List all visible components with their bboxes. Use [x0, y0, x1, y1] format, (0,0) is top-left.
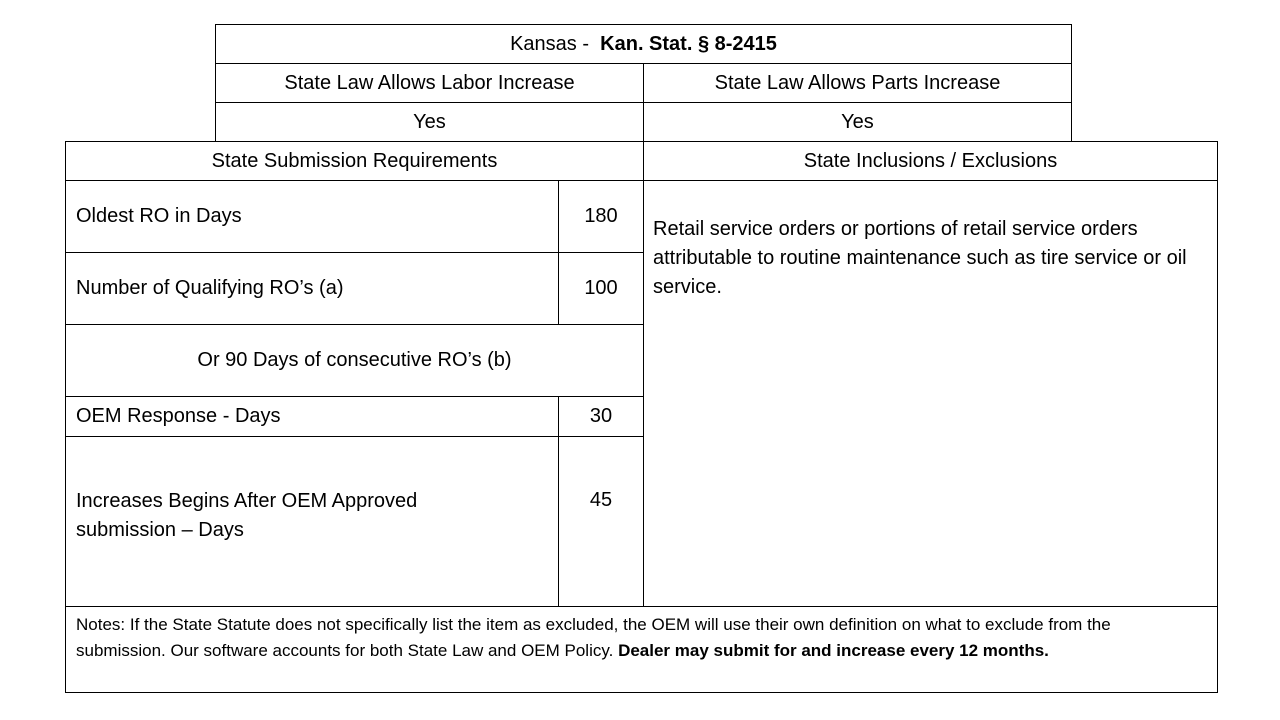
- labor-header-cell: [215, 63, 644, 103]
- oldest-ro-value: 180: [584, 205, 618, 227]
- notes-cell: [65, 606, 1218, 693]
- increase-begins-label-line1: Increases Begins After OEM Approved: [76, 490, 418, 512]
- parts-header-cell: [643, 63, 1072, 103]
- labor-increase-label: State Law Allows Labor Increase: [284, 71, 575, 94]
- qualifying-ro-label: Number of Qualifying RO’s (a): [76, 277, 344, 299]
- title-cell: [215, 24, 1072, 64]
- oldest-ro-label: Oldest RO in Days: [76, 205, 242, 227]
- inclusions-heading: State Inclusions / Exclusions: [803, 149, 1058, 172]
- labor-value-cell: [215, 102, 644, 142]
- oem-response-value: 30: [589, 405, 613, 427]
- parts-increase-label: State Law Allows Parts Increase: [714, 71, 1001, 94]
- oem-response-label: OEM Response - Days: [76, 405, 281, 427]
- statute-citation: Kan. Stat. § 8-2415: [600, 32, 777, 55]
- consecutive-ro-label: Or 90 Days of consecutive RO’s (b): [197, 349, 512, 371]
- oem-response-value-cell: [558, 396, 644, 437]
- notes-emphasis: Dealer may submit for and increase every 12 months.: [618, 641, 1049, 660]
- oldest-ro-value-cell: [558, 180, 644, 253]
- increase-begins-label-line2: submission – Days: [76, 519, 244, 541]
- state-name: Kansas -: [510, 32, 590, 55]
- labor-increase-value: Yes: [413, 110, 446, 133]
- increase-begins-label-cell: [65, 436, 559, 607]
- qualifying-ro-value-cell: [558, 252, 644, 325]
- increase-begins-value: 45: [589, 489, 613, 511]
- requirements-heading: State Submission Requirements: [211, 149, 498, 172]
- parts-value-cell: [643, 102, 1072, 142]
- increase-begins-value-cell: [558, 436, 644, 607]
- consecutive-ro-cell: [65, 324, 644, 397]
- inclusions-cell: [643, 180, 1218, 607]
- requirements-heading-cell: [65, 141, 644, 181]
- inclusions-heading-cell: [643, 141, 1218, 181]
- qualifying-ro-label-cell: [65, 252, 559, 325]
- oem-response-label-cell: [65, 396, 559, 437]
- qualifying-ro-value: 100: [584, 277, 618, 299]
- inclusions-text: Retail service orders or portions of retail service orders attributable to routine maintenance such as tire service or oil service.: [653, 218, 1187, 298]
- oldest-ro-label-cell: [65, 180, 559, 253]
- parts-increase-value: Yes: [841, 110, 874, 133]
- notes-text: Notes: If the State Statute does not specifically list the item as excluded, the OEM will use their own definition on what to exclude from the submission. Our software accounts for both State Law and OEM Policy.: [76, 615, 1111, 660]
